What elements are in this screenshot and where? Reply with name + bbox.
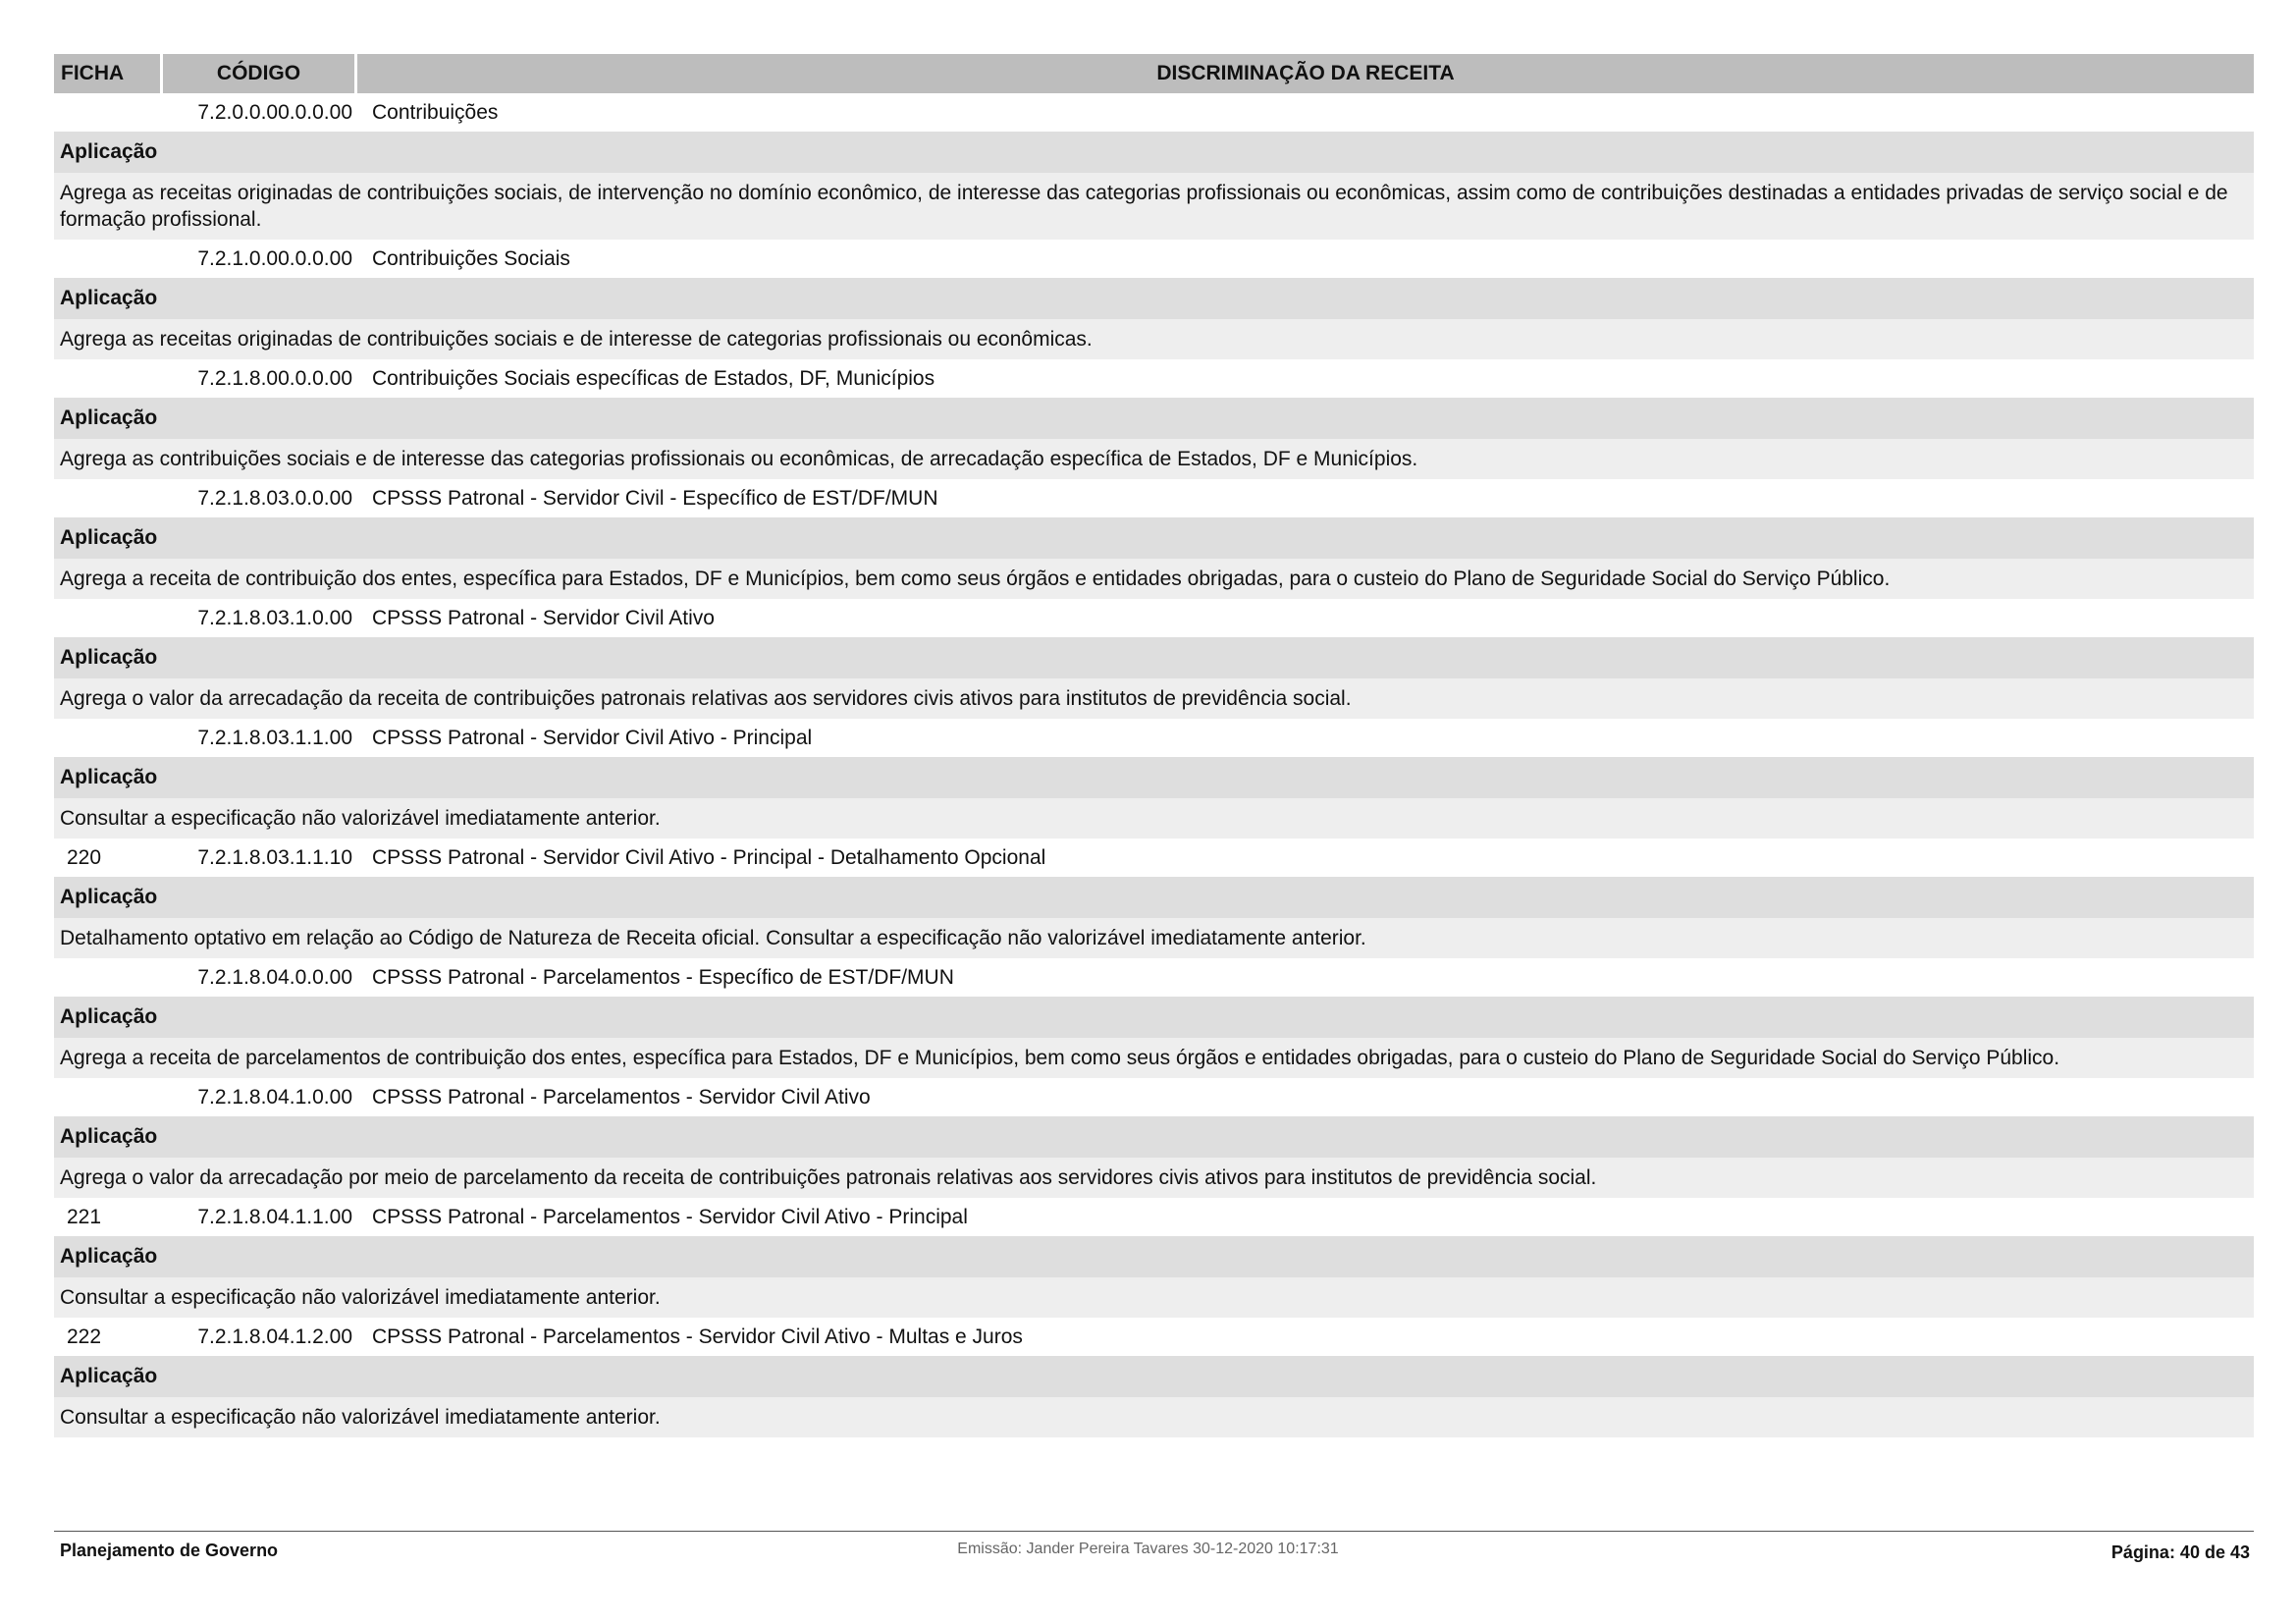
footer-divider	[54, 1531, 2254, 1532]
revenue-entry	[54, 1318, 2254, 1437]
aplicacao-text: Agrega o valor da arrecadação da receita de contribuições patronais relativas aos servidores civis ativos para institutos de previdência social.	[54, 678, 2254, 719]
codigo-cell: 7.2.1.8.03.1.1.10	[197, 845, 352, 869]
aplicacao-label: Aplicação	[54, 877, 2254, 918]
revenue-entry	[54, 719, 2254, 839]
descricao-cell: CPSSS Patronal - Parcelamentos - Servidor Civil Ativo - Principal	[372, 1205, 968, 1228]
aplicacao-label: Aplicação	[54, 278, 2254, 319]
aplicacao-label: Aplicação	[54, 997, 2254, 1038]
revenue-entry	[54, 93, 2254, 240]
revenue-entry	[54, 839, 2254, 958]
ficha-cell: 220	[67, 845, 102, 869]
code-row	[54, 839, 2254, 877]
aplicacao-text: Consultar a especificação não valorizável imediatamente anterior.	[54, 1277, 2254, 1318]
revenue-entry	[54, 240, 2254, 359]
table-header	[54, 54, 2254, 93]
codigo-cell: 7.2.1.8.04.1.1.00	[197, 1205, 352, 1228]
aplicacao-label: Aplicação	[54, 637, 2254, 678]
codigo-cell: 7.2.1.8.04.0.0.00	[197, 965, 352, 989]
aplicacao-label: Aplicação	[54, 517, 2254, 559]
ficha-cell: 222	[67, 1325, 102, 1348]
code-row	[54, 359, 2254, 398]
revenue-entry	[54, 599, 2254, 719]
codigo-cell: 7.2.1.8.04.1.0.00	[197, 1085, 352, 1109]
codigo-cell: 7.2.0.0.00.0.0.00	[197, 100, 352, 124]
descricao-cell: CPSSS Patronal - Parcelamentos - Específico de EST/DF/MUN	[372, 965, 954, 989]
code-row	[54, 1198, 2254, 1236]
descricao-cell: CPSSS Patronal - Parcelamentos - Servidor Civil Ativo - Multas e Juros	[372, 1325, 1023, 1348]
aplicacao-text: Agrega as receitas originadas de contribuições sociais e de interesse de categorias profissionais ou econômicas.	[54, 319, 2254, 359]
revenue-entry	[54, 958, 2254, 1078]
descricao-cell: Contribuições Sociais específicas de Estados, DF, Municípios	[372, 366, 935, 390]
codigo-cell: 7.2.1.8.03.1.0.00	[197, 606, 352, 629]
revenue-entry	[54, 359, 2254, 479]
footer-page-number: Página: 40 de 43	[2110, 1542, 2250, 1562]
aplicacao-text: Agrega a receita de parcelamentos de contribuição dos entes, específica para Estados, DF e Municípios, bem como seus órgãos e entidades obrigadas, para o custeio do Plano de Seguridade Social do Serviço Público.	[54, 1038, 2254, 1078]
aplicacao-label: Aplicação	[54, 1236, 2254, 1277]
header-ficha: FICHA	[54, 54, 160, 93]
code-row	[54, 1078, 2254, 1116]
aplicacao-text: Agrega as receitas originadas de contribuições sociais, de intervenção no domínio econômico, de interesse das categorias profissionais ou econômicas, assim como de contribuições destinadas a entidades privadas de serviço social e de formação profissional.	[54, 173, 2254, 240]
aplicacao-text: Agrega o valor da arrecadação por meio de parcelamento da receita de contribuições patronais relativas aos servidores civis ativos para institutos de previdência social.	[54, 1158, 2254, 1198]
code-row	[54, 958, 2254, 997]
descricao-cell: CPSSS Patronal - Parcelamentos - Servidor Civil Ativo	[372, 1085, 871, 1109]
descricao-cell: Contribuições Sociais	[372, 246, 570, 270]
codigo-cell: 7.2.1.8.03.1.1.00	[197, 726, 352, 749]
aplicacao-label: Aplicação	[54, 1356, 2254, 1397]
codigo-cell: 7.2.1.8.00.0.0.00	[197, 366, 352, 390]
header-discriminacao: DISCRIMINAÇÃO DA RECEITA	[357, 54, 2254, 93]
ficha-cell: 221	[67, 1205, 102, 1228]
descricao-cell: CPSSS Patronal - Servidor Civil Ativo	[372, 606, 715, 629]
code-row	[54, 1318, 2254, 1356]
descricao-cell: CPSSS Patronal - Servidor Civil Ativo - Principal	[372, 726, 813, 749]
code-row	[54, 479, 2254, 517]
footer-department: Planejamento de Governo	[60, 1541, 279, 1560]
aplicacao-label: Aplicação	[54, 1116, 2254, 1158]
aplicacao-label: Aplicação	[54, 757, 2254, 798]
revenue-entry	[54, 1198, 2254, 1318]
revenue-entry	[54, 1078, 2254, 1198]
descricao-cell: CPSSS Patronal - Servidor Civil Ativo - Principal - Detalhamento Opcional	[372, 845, 1046, 869]
revenue-entry	[54, 479, 2254, 599]
code-row	[54, 93, 2254, 132]
codigo-cell: 7.2.1.0.00.0.0.00	[197, 246, 352, 270]
codigo-cell: 7.2.1.8.03.0.0.00	[197, 486, 352, 510]
descricao-cell: Contribuições	[372, 100, 499, 124]
code-row	[54, 240, 2254, 278]
aplicacao-label: Aplicação	[54, 132, 2254, 173]
aplicacao-text: Agrega a receita de contribuição dos entes, específica para Estados, DF e Municípios, bem como seus órgãos e entidades obrigadas, para o custeio do Plano de Seguridade Social do Serviço Público.	[54, 559, 2254, 599]
aplicacao-text: Detalhamento optativo em relação ao Código de Natureza de Receita oficial. Consultar a especificação não valorizável imediatamente anterior.	[54, 918, 2254, 958]
aplicacao-label: Aplicação	[54, 398, 2254, 439]
code-row	[54, 599, 2254, 637]
footer-emission: Emissão: Jander Pereira Tavares 30-12-2020 10:17:31	[957, 1541, 1339, 1557]
code-row	[54, 719, 2254, 757]
aplicacao-text: Agrega as contribuições sociais e de interesse das categorias profissionais ou econômicas, de arrecadação específica de Estados, DF e Municípios.	[54, 439, 2254, 479]
revenue-table	[54, 54, 2254, 1437]
header-codigo: CÓDIGO	[163, 54, 354, 93]
aplicacao-text: Consultar a especificação não valorizável imediatamente anterior.	[54, 798, 2254, 839]
descricao-cell: CPSSS Patronal - Servidor Civil - Específico de EST/DF/MUN	[372, 486, 938, 510]
codigo-cell: 7.2.1.8.04.1.2.00	[197, 1325, 352, 1348]
aplicacao-text: Consultar a especificação não valorizável imediatamente anterior.	[54, 1397, 2254, 1437]
